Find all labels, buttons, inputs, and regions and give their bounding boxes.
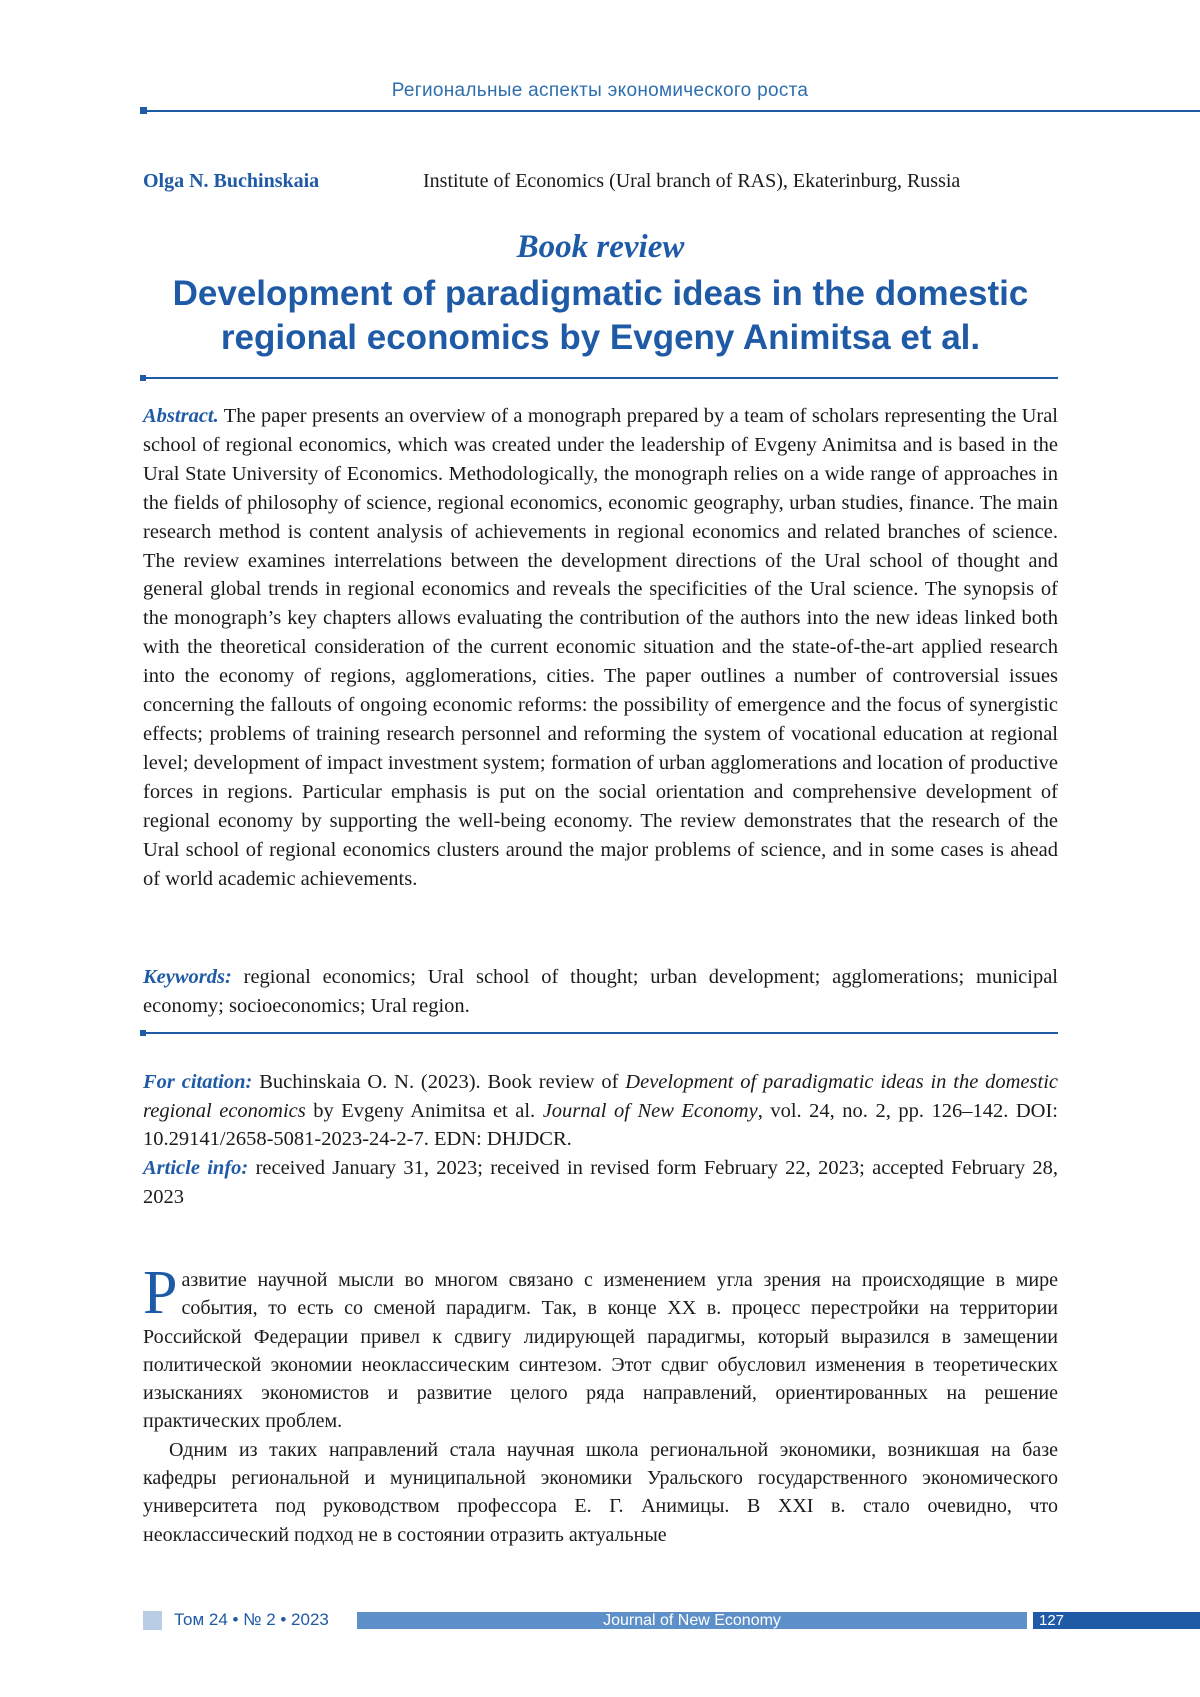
citation-book-title: Development of paradigmatic ideas in the domestic regional economics [143, 1071, 1058, 1122]
footer-journal-name: Journal of New Economy [357, 1612, 1027, 1629]
citation-label: For citation: [143, 1071, 252, 1093]
body-text [143, 1266, 1058, 1549]
page-title: Development of paradigmatic ideas in the domestic regional economics by Evgeny Animitsa et al. [171, 272, 1031, 360]
article-info [143, 1154, 1058, 1211]
body-paragraph-1 [143, 1266, 1058, 1436]
citation [143, 1068, 1058, 1154]
body-paragraph-2: Одним из таких направлений стала научная школа региональной экономики, возникшая на базе кафедры региональной и муниципальной экономики Уральского государственного экономического университета под руководством профессора Е. Г. Анимицы. В XXI в. стало очевидно, что неоклассический подход не в состоянии отразить актуальные [143, 1436, 1058, 1549]
author-name: Olga N. Buchinskaia [143, 170, 423, 193]
citation-part-1: Buchinskaia O. N. (2023). Book review of [259, 1071, 625, 1093]
title-block [143, 226, 1058, 360]
body-paragraph-1-text: азвитие научной мысли во многом связано с изменением угла зрения на происходящие в мире события, то есть со сменой парадигм. Так, в конце ХХ в. процесс перестройки на территории Российской Федерации привел к сдвигу лидирующей парадигмы, который выразился в замещении политической экономии неоклассическим синтезом. Этот сдвиг обусловил изменения в теоретических изысканиях экономистов и развитие целого ряда направлений, ориентированных на решение практических проблем. [143, 1269, 1058, 1432]
author-line [143, 170, 1063, 193]
page-footer [143, 1611, 1200, 1631]
drop-cap: Р [143, 1268, 177, 1318]
running-head: Региональные аспекты экономического роста [140, 80, 1060, 102]
citation-part-2: by Evgeny Animitsa et al. [306, 1100, 543, 1122]
citation-part-3: , vol. 24, no. 2, pp. 126–142. DOI: 10.29141/2658-5081-2023-24-2-7. EDN: DHJDCR. [143, 1100, 1058, 1151]
author-affiliation: Institute of Economics (Ural branch of RAS), Ekaterinburg, Russia [423, 170, 960, 192]
article-info-text: received January 31, 2023; received in revised form February 22, 2023; accepted February 28, 2023 [143, 1157, 1058, 1208]
header-rule [143, 110, 1200, 112]
abstract-top-rule [143, 377, 1058, 379]
abstract-text: The paper presents an overview of a monograph prepared by a team of scholars representing the Ural school of regional economics, which was created under the leadership of Evgeny Animitsa and is based in the Ural State University of Economics. Methodologically, the monograph relies on a wide range of approaches in the fields of philosophy of science, regional economics, economic geography, urban studies, finance. The main research method is content analysis of achievements in regional economics and related branches of science. The review examines interrelations between the development directions of the Ural school of thought and general global trends in regional economics and reveals the specificities of the Ural science. The synopsis of the monograph’s key chapters allows evaluating the contribution of the authors into the new ideas linked both with the theoretical consideration of the current economic situation and the state-of-the-art applied research into the economy of regions, agglomerations, cities. The paper outlines a number of controversial issues concerning the fallouts of ongoing economic reforms: the possibility of emergence and the focus of synergistic effects; problems of training research personnel and reforming the system of vocational education at regional level; development of impact investment system; formation of urban agglomerations and location of productive forces in regions. Particular emphasis is put on the social orientation and comprehensive development of regional economy by supporting the well-being economy. The review demonstrates that the research of the Ural school of regional economics clusters around the major problems of science, and in some cases is ahead of world academic achievements. [143, 405, 1058, 890]
footer-marker [143, 1611, 162, 1630]
abstract-label: Abstract. [143, 405, 219, 427]
article-info-label: Article info: [143, 1157, 248, 1179]
keywords [143, 963, 1058, 1020]
abstract [143, 402, 1058, 893]
keywords-bottom-rule [143, 1032, 1058, 1034]
keywords-text: regional economics; Ural school of thought; urban development; agglomerations; municipal economy; socioeconomics; Ural region. [143, 966, 1058, 1017]
footer-volume: Том 24 • № 2 • 2023 [174, 1610, 329, 1630]
page-number: 127 [1033, 1612, 1200, 1629]
title-kicker: Book review [143, 226, 1058, 268]
citation-journal: Journal of New Economy [543, 1100, 758, 1122]
keywords-label: Keywords: [143, 966, 232, 988]
